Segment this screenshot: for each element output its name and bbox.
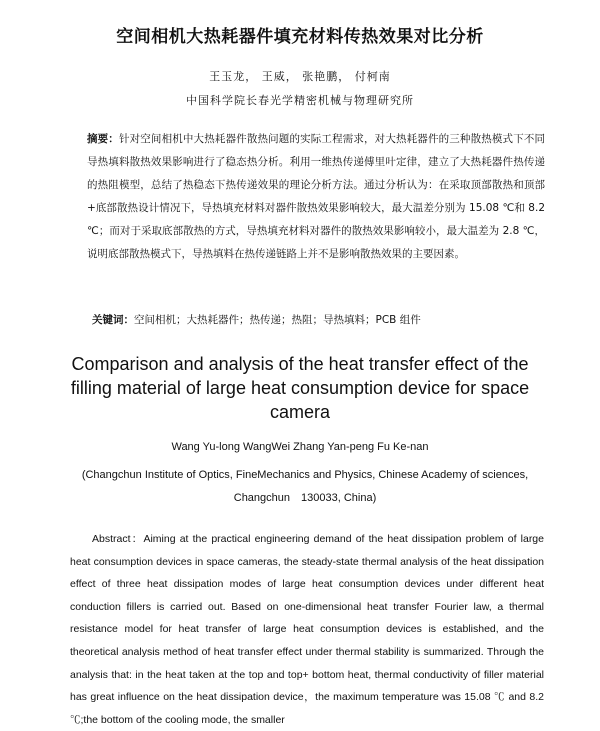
chinese-keywords-label: 关键词： <box>92 314 134 326</box>
chinese-abstract <box>87 128 545 266</box>
english-authors: Wang Yu-long WangWei Zhang Yan-peng Fu Ke-nan <box>171 441 429 453</box>
chinese-affiliation: 中国科学院长春光学精密机械与物理研究所 <box>186 94 414 107</box>
chinese-keywords <box>92 312 552 328</box>
chinese-title: 空间相机大热耗器件填充材料传热效果对比分析 <box>116 27 484 47</box>
chinese-keywords-text: 空间相机；大热耗器件；热传递；热阻；导热填料；PCB 组件 <box>134 314 421 326</box>
chinese-abstract-text: 针对空间相机中大热耗器件散热问题的实际工程需求，对大热耗器件的三种散热模式下不同导热填料散热效果影响进行了稳态热分析。利用一维热传递傅里叶定律，建立了大热耗器件热传递的热阻模型，总结了热稳态下热传递效果的理论分析方法。通过分析认为：在采取顶部散热和顶部+底部散热设计情况下，导热填充材料对器件散热效果影响较大，最大温差分别为 15.08 ℃和 8.2 ℃；而对于采取底部散热的方式，导热填充材料对器件的散热效果影响较小，最大温差为 2.8 ℃，说明底部散热模式下，导热填料在热传递链路上并不是影响散热效果的主要因素。 <box>87 133 546 260</box>
chinese-authors: 王玉龙， 王威， 张艳鹏， 付柯南 <box>209 70 391 83</box>
english-title: Comparison and analysis of the heat transfer effect of the filling material of large heat consumption device for space camera <box>70 354 530 422</box>
english-abstract: Abstract：Aiming at the practical engineering demand of the heat dissipation problem of large heat consumption devices in space cameras, the steady-state thermal analysis of the heat dissipation effect of three heat dissipation modes of large heat consumption devices under different heat conduction fillers is carried out. Based on one-dimensional heat transfer Fourier law, a thermal resistance model for heat transfer of large heat consumption devices is established, and the theoretical analysis method of heat transfer effect under thermal stability is summarized. Through the analysis that: in the heat taken at the top and top+ bottom heat, thermal conductivity of filler material has great influence on the heat dissipation device，the maximum temperature was 15.08 ℃ and 8.2 ℃;the bottom of the cooling mode, the smaller <box>70 533 544 726</box>
english-affiliation: (Changchun Institute of Optics, FineMechanics and Physics, Chinese Academy of sciences, Changchun 130033, China) <box>81 469 529 504</box>
chinese-abstract-label: 摘要： <box>87 133 119 145</box>
